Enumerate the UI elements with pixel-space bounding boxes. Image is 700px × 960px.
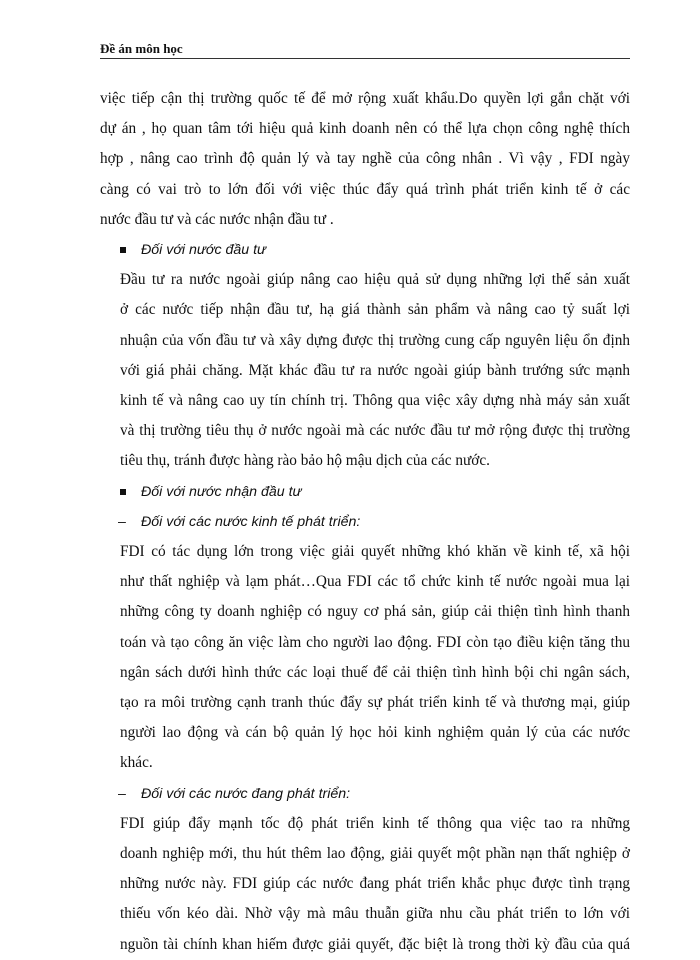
text-line: người lao động và cán bộ quản lý học hỏi kinh nghiệm quản lý của các nước	[120, 724, 630, 742]
dash-bullet-icon: –	[118, 785, 126, 802]
text-line: như thất nghiệp và lạm phát…Qua FDI các tổ chức kinh tế nước ngoài mua lại	[120, 573, 630, 591]
paragraph	[100, 537, 630, 779]
bullet-item	[100, 235, 630, 265]
paragraph	[100, 265, 630, 476]
text-line: ngân sách dưới hình thức các loại thuế để cải thiện tình hình bội chi ngân sách,	[120, 663, 630, 681]
body-text	[100, 84, 630, 960]
text-line: ở các nước tiếp nhận đầu tư, hạ giá thành sản phẩm và nâng cao tỷ suất lợi	[120, 301, 630, 319]
header-title: Đề án môn học	[100, 41, 183, 56]
text-line: càng có vai trò to lớn đối với việc thúc đẩy quá trình phát triển kinh tế ở các	[100, 180, 630, 198]
text-line: dự án , họ quan tâm tới hiệu quả kinh doanh nên có thể lựa chọn công nghệ thích	[100, 120, 630, 138]
text-line: những nước này. FDI giúp các nước đang phát triển khắc phục được tình trạng	[120, 875, 630, 893]
square-bullet-icon	[120, 247, 126, 253]
text-line: với giá phải chăng. Mặt khác đầu tư ra nước ngoài giúp bành trướng sức mạnh	[120, 361, 630, 379]
text-line: Đầu tư ra nước ngoài giúp nâng cao hiệu quả sử dụng những lợi thế sản xuất	[120, 271, 630, 289]
text-line: và thị trường tiêu thụ ở nước ngoài mà các nước đầu tư mở rộng được thị trường	[120, 422, 630, 440]
text-line: khác.	[120, 754, 153, 772]
text-line: những công ty doanh nghiệp có nguy cơ phá sản, giúp cải thiện tình hình thanh	[120, 603, 630, 621]
text-line: việc tiếp cận thị trường quốc tế để mở rộng xuất khẩu.Do quyền lợi gắn chặt với	[100, 90, 630, 107]
text-line: nước đầu tư và các nước nhận đầu tư .	[100, 210, 334, 228]
text-line: toán và tạo công ăn việc làm cho người lao động. FDI còn tạo điều kiện tăng thu	[120, 633, 630, 651]
square-bullet-icon	[120, 489, 126, 495]
page-header	[100, 41, 630, 59]
text-line: doanh nghiệp mới, thu hút thêm lao động, giải quyết một phần nạn thất nghiệp ở	[120, 845, 630, 863]
text-line: FDI có tác dụng lớn trong việc giải quyết những khó khăn về kinh tế, xã hội	[120, 543, 630, 560]
text-line: kinh tế và nâng cao uy tín chính trị. Thông qua việc xây dựng nhà máy sản xuất	[120, 392, 630, 410]
text-line: tiêu thụ, tránh được hàng rào bảo hộ mậu dịch của các nước.	[120, 452, 491, 470]
dash-bullet-icon: –	[118, 513, 126, 530]
text-line: nguồn tài chính khan hiếm được giải quyết, đặc biệt là trong thời kỳ đầu của quá	[120, 935, 630, 953]
dash-item	[100, 779, 630, 809]
bullet-text: Đối với nước đầu tư	[141, 242, 267, 259]
dash-text: Đối với các nước kinh tế phát triển:	[141, 513, 361, 530]
text-line: thiếu vốn kéo dài. Nhờ vậy mà mâu thuẫn giữa nhu cầu phát triển to lớn với	[120, 905, 630, 923]
text-line: nhuận của vốn đầu tư và xây dựng được thị trường cung cấp nguyên liệu ổn định	[120, 331, 630, 349]
text-line: FDI giúp đẩy mạnh tốc độ phát triển kinh tế thông qua việc tao ra những	[120, 814, 630, 832]
paragraph	[100, 809, 630, 960]
text-line: tạo ra môi trường cạnh tranh thúc đẩy sự phát triển kinh tế và thương mại, giúp	[120, 694, 630, 712]
bullet-item	[100, 477, 630, 507]
text-line: hợp , nâng cao trình độ quản lý và tay nghề của công nhân . Vì vậy , FDI ngày	[100, 150, 630, 168]
dash-text: Đối với các nước đang phát triển:	[141, 785, 351, 802]
paragraph	[100, 84, 630, 235]
dash-item	[100, 507, 630, 537]
bullet-text: Đối với nước nhận đầu tư	[141, 483, 302, 500]
